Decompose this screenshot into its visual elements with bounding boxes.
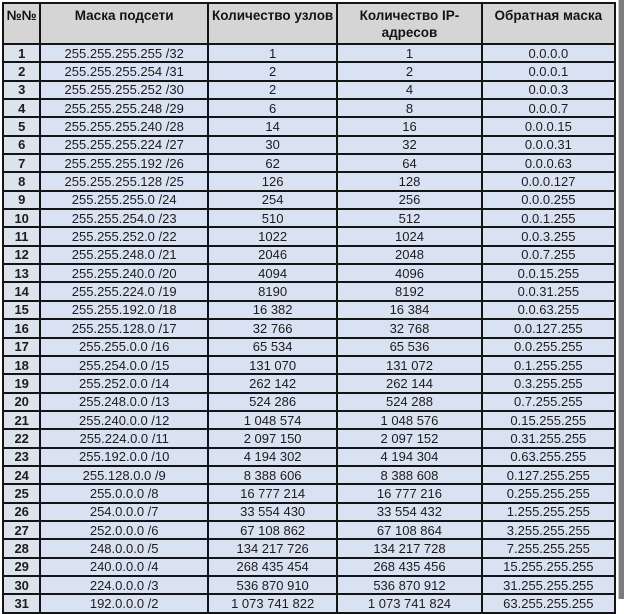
- cell-num: 31: [3, 594, 40, 612]
- cell-num: 7: [3, 154, 40, 172]
- cell-hosts: 4 194 302: [208, 448, 337, 466]
- cell-ips: 524 288: [337, 393, 481, 411]
- table-row: [3, 62, 615, 80]
- cell-mask: 255.224.0.0 /11: [40, 429, 208, 447]
- table-row: [3, 44, 615, 62]
- cell-hosts: 262 142: [208, 374, 337, 392]
- cell-wildcard: 0.0.255.255: [482, 338, 615, 356]
- cell-ips: 8 388 608: [337, 466, 481, 484]
- cell-wildcard: 0.15.255.255: [482, 411, 615, 429]
- cell-num: 14: [3, 282, 40, 300]
- cell-wildcard: 0.0.7.255: [482, 246, 615, 264]
- cell-wildcard: 0.0.0.1: [482, 62, 615, 80]
- cell-num: 12: [3, 246, 40, 264]
- table-row: [3, 191, 615, 209]
- cell-hosts: 32 766: [208, 319, 337, 337]
- cell-mask: 255.255.255.0 /24: [40, 191, 208, 209]
- cell-wildcard: 0.0.63.255: [482, 301, 615, 319]
- cell-num: 26: [3, 503, 40, 521]
- table-row: [3, 172, 615, 190]
- cell-mask: 255.255.192.0 /18: [40, 301, 208, 319]
- table-row: [3, 539, 615, 557]
- table-row: [3, 264, 615, 282]
- cell-num: 25: [3, 484, 40, 502]
- cell-hosts: 65 534: [208, 338, 337, 356]
- cell-wildcard: 1.255.255.255: [482, 503, 615, 521]
- cell-num: 17: [3, 338, 40, 356]
- cell-ips: 134 217 728: [337, 539, 481, 557]
- table-row: [3, 594, 615, 612]
- cell-ips: 8192: [337, 282, 481, 300]
- cell-num: 2: [3, 62, 40, 80]
- table-row: [3, 448, 615, 466]
- table-row: [3, 301, 615, 319]
- cell-num: 15: [3, 301, 40, 319]
- cell-mask: 255.255.240.0 /20: [40, 264, 208, 282]
- cell-ips: 4 194 304: [337, 448, 481, 466]
- cell-mask: 255.255.224.0 /19: [40, 282, 208, 300]
- table-row: [3, 503, 615, 521]
- cell-mask: 255.255.0.0 /16: [40, 338, 208, 356]
- cell-hosts: 126: [208, 172, 337, 190]
- cell-ips: 67 108 864: [337, 521, 481, 539]
- cell-mask: 255.255.128.0 /17: [40, 319, 208, 337]
- cell-wildcard: 0.7.255.255: [482, 393, 615, 411]
- cell-wildcard: 0.0.31.255: [482, 282, 615, 300]
- cell-num: 24: [3, 466, 40, 484]
- cell-hosts: 131 070: [208, 356, 337, 374]
- cell-num: 8: [3, 172, 40, 190]
- cell-ips: 131 072: [337, 356, 481, 374]
- cell-ips: 256: [337, 191, 481, 209]
- cell-mask: 255.255.255.192 /26: [40, 154, 208, 172]
- cell-mask: 224.0.0.0 /3: [40, 576, 208, 594]
- cell-hosts: 8 388 606: [208, 466, 337, 484]
- column-header-num: №№: [3, 3, 40, 44]
- cell-ips: 32 768: [337, 319, 481, 337]
- table-row: [3, 154, 615, 172]
- cell-mask: 255.192.0.0 /10: [40, 448, 208, 466]
- cell-ips: 1 048 576: [337, 411, 481, 429]
- cell-hosts: 268 435 454: [208, 558, 337, 576]
- cell-mask: 255.128.0.0 /9: [40, 466, 208, 484]
- cell-wildcard: 0.63.255.255: [482, 448, 615, 466]
- table-row: [3, 117, 615, 135]
- window-edge-strip: [618, 0, 624, 599]
- cell-num: 6: [3, 136, 40, 154]
- cell-ips: 1 073 741 824: [337, 594, 481, 612]
- table-row: [3, 338, 615, 356]
- cell-num: 18: [3, 356, 40, 374]
- cell-ips: 2: [337, 62, 481, 80]
- cell-wildcard: 0.0.0.7: [482, 99, 615, 117]
- cell-ips: 2 097 152: [337, 429, 481, 447]
- cell-num: 1: [3, 44, 40, 62]
- cell-ips: 1024: [337, 227, 481, 245]
- cell-wildcard: 0.31.255.255: [482, 429, 615, 447]
- cell-wildcard: 3.255.255.255: [482, 521, 615, 539]
- cell-hosts: 6: [208, 99, 337, 117]
- cell-ips: 16 384: [337, 301, 481, 319]
- subnet-mask-table: [2, 2, 616, 614]
- cell-wildcard: 63.255.255.255: [482, 594, 615, 612]
- cell-num: 16: [3, 319, 40, 337]
- cell-mask: 255.255.255.255 /32: [40, 44, 208, 62]
- cell-ips: 262 144: [337, 374, 481, 392]
- table-row: [3, 99, 615, 117]
- table-row: [3, 429, 615, 447]
- cell-hosts: 2: [208, 81, 337, 99]
- cell-num: 21: [3, 411, 40, 429]
- cell-num: 20: [3, 393, 40, 411]
- cell-ips: 65 536: [337, 338, 481, 356]
- cell-hosts: 1022: [208, 227, 337, 245]
- cell-num: 10: [3, 209, 40, 227]
- table-row: [3, 521, 615, 539]
- cell-num: 22: [3, 429, 40, 447]
- cell-mask: 255.255.255.254 /31: [40, 62, 208, 80]
- cell-hosts: 2046: [208, 246, 337, 264]
- cell-wildcard: 0.127.255.255: [482, 466, 615, 484]
- cell-ips: 8: [337, 99, 481, 117]
- column-header-wildcard: Обратная маска: [482, 3, 615, 44]
- cell-hosts: 134 217 726: [208, 539, 337, 557]
- cell-hosts: 1 048 574: [208, 411, 337, 429]
- table-row: [3, 576, 615, 594]
- cell-hosts: 1 073 741 822: [208, 594, 337, 612]
- cell-hosts: 62: [208, 154, 337, 172]
- cell-hosts: 536 870 910: [208, 576, 337, 594]
- cell-wildcard: 7.255.255.255: [482, 539, 615, 557]
- table-row: [3, 81, 615, 99]
- cell-num: 5: [3, 117, 40, 135]
- table-row: [3, 246, 615, 264]
- cell-ips: 128: [337, 172, 481, 190]
- cell-hosts: 30: [208, 136, 337, 154]
- cell-ips: 512: [337, 209, 481, 227]
- cell-wildcard: 0.0.3.255: [482, 227, 615, 245]
- table-body: [3, 44, 615, 613]
- cell-ips: 16: [337, 117, 481, 135]
- cell-num: 3: [3, 81, 40, 99]
- cell-mask: 255.254.0.0 /15: [40, 356, 208, 374]
- cell-ips: 4096: [337, 264, 481, 282]
- table-row: [3, 484, 615, 502]
- cell-wildcard: 0.0.0.127: [482, 172, 615, 190]
- cell-ips: 32: [337, 136, 481, 154]
- table-row: [3, 136, 615, 154]
- cell-num: 27: [3, 521, 40, 539]
- cell-mask: 254.0.0.0 /7: [40, 503, 208, 521]
- cell-wildcard: 0.0.0.31: [482, 136, 615, 154]
- column-header-hosts: Количество узлов: [208, 3, 337, 44]
- cell-wildcard: 15.255.255.255: [482, 558, 615, 576]
- cell-hosts: 524 286: [208, 393, 337, 411]
- table-row: [3, 356, 615, 374]
- cell-wildcard: 0.0.15.255: [482, 264, 615, 282]
- cell-num: 28: [3, 539, 40, 557]
- cell-hosts: 4094: [208, 264, 337, 282]
- cell-ips: 536 870 912: [337, 576, 481, 594]
- table-row: [3, 411, 615, 429]
- cell-wildcard: 0.0.127.255: [482, 319, 615, 337]
- cell-num: 4: [3, 99, 40, 117]
- table-row: [3, 466, 615, 484]
- cell-mask: 255.255.255.248 /29: [40, 99, 208, 117]
- cell-mask: 255.255.255.252 /30: [40, 81, 208, 99]
- header-row: [3, 3, 615, 44]
- cell-wildcard: 0.3.255.255: [482, 374, 615, 392]
- cell-mask: 192.0.0.0 /2: [40, 594, 208, 612]
- cell-hosts: 67 108 862: [208, 521, 337, 539]
- cell-hosts: 254: [208, 191, 337, 209]
- cell-wildcard: 0.0.0.0: [482, 44, 615, 62]
- cell-ips: 64: [337, 154, 481, 172]
- cell-wildcard: 0.0.1.255: [482, 209, 615, 227]
- cell-num: 29: [3, 558, 40, 576]
- cell-wildcard: 0.0.0.255: [482, 191, 615, 209]
- table-row: [3, 374, 615, 392]
- cell-num: 30: [3, 576, 40, 594]
- cell-num: 19: [3, 374, 40, 392]
- table-row: [3, 319, 615, 337]
- table-row: [3, 282, 615, 300]
- cell-hosts: 2 097 150: [208, 429, 337, 447]
- cell-mask: 255.255.255.240 /28: [40, 117, 208, 135]
- cell-mask: 255.252.0.0 /14: [40, 374, 208, 392]
- cell-hosts: 16 777 214: [208, 484, 337, 502]
- cell-mask: 255.248.0.0 /13: [40, 393, 208, 411]
- cell-mask: 255.255.255.128 /25: [40, 172, 208, 190]
- cell-hosts: 8190: [208, 282, 337, 300]
- cell-wildcard: 31.255.255.255: [482, 576, 615, 594]
- cell-wildcard: 0.0.0.3: [482, 81, 615, 99]
- cell-hosts: 510: [208, 209, 337, 227]
- cell-hosts: 16 382: [208, 301, 337, 319]
- cell-hosts: 14: [208, 117, 337, 135]
- cell-wildcard: 0.1.255.255: [482, 356, 615, 374]
- cell-num: 23: [3, 448, 40, 466]
- cell-wildcard: 0.0.0.63: [482, 154, 615, 172]
- cell-ips: 16 777 216: [337, 484, 481, 502]
- cell-mask: 255.255.255.224 /27: [40, 136, 208, 154]
- table-row: [3, 393, 615, 411]
- cell-hosts: 33 554 430: [208, 503, 337, 521]
- cell-ips: 4: [337, 81, 481, 99]
- cell-mask: 240.0.0.0 /4: [40, 558, 208, 576]
- cell-num: 11: [3, 227, 40, 245]
- column-header-ips: Количество IP-адресов: [337, 3, 481, 44]
- cell-num: 9: [3, 191, 40, 209]
- table-row: [3, 558, 615, 576]
- cell-wildcard: 0.0.0.15: [482, 117, 615, 135]
- cell-num: 13: [3, 264, 40, 282]
- cell-mask: 255.240.0.0 /12: [40, 411, 208, 429]
- cell-mask: 255.255.252.0 /22: [40, 227, 208, 245]
- cell-mask: 248.0.0.0 /5: [40, 539, 208, 557]
- cell-wildcard: 0.255.255.255: [482, 484, 615, 502]
- cell-ips: 2048: [337, 246, 481, 264]
- cell-mask: 255.255.254.0 /23: [40, 209, 208, 227]
- cell-ips: 268 435 456: [337, 558, 481, 576]
- cell-mask: 255.0.0.0 /8: [40, 484, 208, 502]
- cell-hosts: 2: [208, 62, 337, 80]
- cell-mask: 252.0.0.0 /6: [40, 521, 208, 539]
- cell-ips: 33 554 432: [337, 503, 481, 521]
- table-row: [3, 209, 615, 227]
- table-row: [3, 227, 615, 245]
- cell-ips: 1: [337, 44, 481, 62]
- column-header-mask: Маска подсети: [40, 3, 208, 44]
- cell-hosts: 1: [208, 44, 337, 62]
- cell-mask: 255.255.248.0 /21: [40, 246, 208, 264]
